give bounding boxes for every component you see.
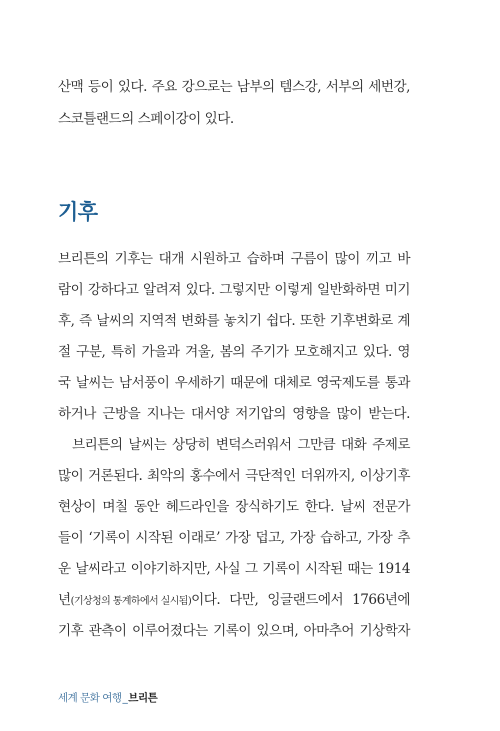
para2-line-6-end: 이다. 다만, 잉글랜드에서 1766년에 [191, 592, 410, 608]
para2-line-6 [58, 591, 410, 609]
para2-line-5: 운 날씨라고 이야기하지만, 사실 그 기록이 시작된 때는 1914 [58, 561, 410, 577]
intro-line-2: 스코틀랜드의 스페이강이 있다. [58, 111, 234, 127]
para1-line-5: 국 날씨는 남서풍이 우세하기 때문에 대체로 영국제도를 통과 [58, 375, 410, 391]
para2-line-1: 브리튼의 날씨는 상당히 변덕스러워서 그만큼 대화 주제로 [72, 437, 410, 453]
para1-line-3: 후, 즉 날씨의 지역적 변화를 놓치기 쉽다. 또한 기후변화로 계 [58, 313, 410, 329]
para2-line-4: 들이 ‘기록이 시작된 이래로’ 가장 덥고, 가장 습하고, 가장 추 [58, 530, 410, 546]
footer-book-title: 브리튼 [128, 692, 158, 704]
footnote-parenthetical: (기상청의 통계하에서 실시됨) [70, 596, 192, 607]
footer-series-title: 세계 문화 여행 [58, 692, 122, 704]
para2-line-7: 기후 관측이 이루어졌다는 기록이 있으며, 아마추어 기상학자 [58, 623, 410, 639]
para2-line-6-start: 년 [58, 592, 71, 608]
para1-line-6: 하거나 근방을 지나는 대서양 저기압의 영향을 많이 받는다. [58, 406, 410, 422]
para2-line-3: 현상이 며칠 동안 헤드라인을 장식하기도 한다. 날씨 전문가 [58, 499, 410, 515]
para1-line-1: 브리튼의 기후는 대개 시원하고 습하며 구름이 많이 끼고 바 [58, 251, 410, 267]
intro-line-1: 산맥 등이 있다. 주요 강으로는 남부의 템스강, 서부의 세번강, [58, 79, 410, 95]
para1-line-4: 절 구분, 특히 가을과 겨울, 봄의 주기가 모호해지고 있다. 영 [58, 344, 410, 360]
section-heading: 기후 [58, 200, 98, 224]
footer-separator: _ [122, 692, 128, 704]
para1-line-2: 람이 강하다고 알려져 있다. 그렇지만 이렇게 일반화하면 미기 [58, 282, 410, 298]
para2-line-2: 많이 거론된다. 최악의 홍수에서 극단적인 더위까지, 이상기후 [58, 468, 410, 484]
running-footer [58, 690, 157, 705]
